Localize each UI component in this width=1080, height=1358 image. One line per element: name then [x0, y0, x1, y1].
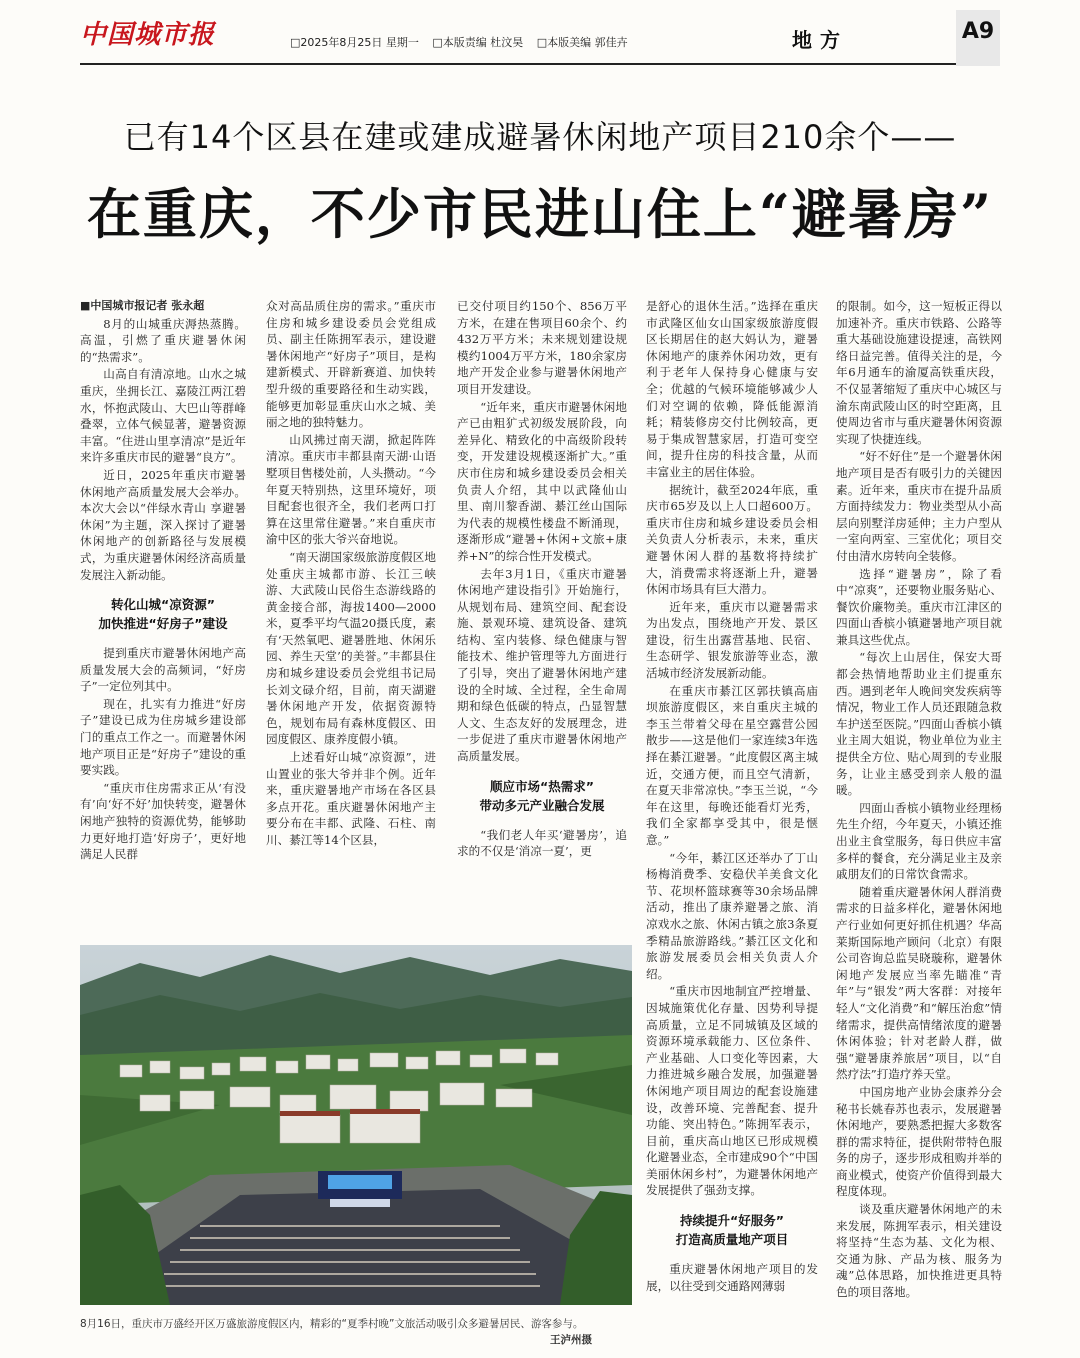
article-column-5 — [836, 298, 1002, 1350]
article-column-1 — [80, 298, 246, 943]
paragraph: 山风拂过南天湖，掀起阵阵清凉。重庆市丰都县南天湖·山语墅项目售楼处前，人头攒动。“今年夏天特别热，这里环境好，项目配套也很齐全，我们老两口打算在这里常住避暑。”来自重庆市渝中区的张大爷兴奋地说。 — [266, 432, 436, 547]
paragraph: 去年3月1日，《重庆市避暑休闲地产建设指引》开始施行，从规划布局、建筑空间、配套设施、景观环境、建筑设备、建筑结构、室内装修、绿色健康与智能技术、维护管理等九方面进行了引导，突出了避暑休闲地产建设的全时域、全过程，全生命周期和绿色低碳的特点，凸显智慧人文、生态友好的发展理念，进一步促进了重庆市避暑休闲地产高质量发展。 — [457, 566, 627, 764]
paragraph: “重庆市住房需求正从‘有没有’向‘好不好’加快转变，避暑休闲地产独特的资源优势，能够助力更好地打造‘好房子’，更好地满足人民群 — [80, 780, 246, 862]
paragraph: 的限制。如今，这一短板正得以加速补齐。重庆市铁路、公路等重大基础设施建设提速，高铁网络日益完善。值得关注的是，今年6月通车的渝厦高铁重庆段，不仅显著缩短了重庆中心城区与渝东南武陵山区的时空距离，且使周边省市与重庆避暑休闲资源实现了快捷连线。 — [836, 299, 1002, 446]
paragraph: 谈及重庆避暑休闲地产的未来发展，陈拥军表示，相关建设将坚持“生态为基、文化为根、交通为脉、产品为核、服务为魂”总体思路，加快推进更具特色的项目落地。 — [836, 1202, 1002, 1300]
main-headline: 在重庆，不少市民进山住上“避暑房” — [86, 182, 994, 246]
subheading-line: 顺应市场“热需求” — [490, 778, 594, 794]
paragraph: 上述看好山城“凉资源”，进山置业的张大爷并非个例。近年来，重庆避暑地产市场在各区县多点开花。重庆避暑休闲地产主要分布在丰都、武隆、石柱、南川、綦江等14个区县， — [266, 750, 436, 847]
aerial-resort-photo — [80, 945, 632, 1305]
paragraph: 8月的山城重庆溽热蒸腾。高温，引燃了重庆避暑休闲的“热需求”。 — [80, 316, 246, 364]
paragraph: 中国房地产业协会康养分会秘书长姚春苏也表示，发展避暑休闲地产，要熟悉把握大多数客群的需求特征，提供附带特色服务的房子，逐步形成租购并举的商业模式，使资产价值得到最大程度体现。 — [836, 1084, 1002, 1199]
paragraph: 重庆避暑休闲地产项目的发展，以往受到交通路网薄弱 — [646, 1262, 818, 1293]
byline: ■中国城市报记者 张永超 — [80, 299, 205, 312]
subheading-line: 持续提升“好服务” — [680, 1213, 784, 1229]
paragraph: “重庆市因地制宜严控增量、因城施策优化存量、因势利导提高质量，立足不同城镇及区域的资源环境承载能力、区位条件、产业基础、人口变化等因素，大力推进城乡融合发展，加强避暑休闲地产项目周边的配套设施建设，改善环境、完善配套、提升功能、突出特色。”陈拥军表示，目前，重庆高山地区已形成规模化避暑业态，全市建成90个“中国美丽休闲乡村”，为避暑休闲地产发展提供了强劲支撑。 — [646, 984, 818, 1198]
paragraph: 现在，扎实有力推进“好房子”建设已成为住房城乡建设部门的重点工作之一。而避暑休闲地产项目正是“好房子”建设的重要实践。 — [80, 696, 246, 778]
paragraph: 随着重庆避暑休闲人群消费需求的日益多样化，避暑休闲地产行业如何更好抓住机遇？华高莱斯国际地产顾问（北京）有限公司咨询总监吴晓璇称，避暑休闲地产发展应当率先瞄准“青年”与“银发”两大客群：对接年轻人“文化消费”和“解压治愈”情绪需求，提供高情绪浓度的避暑休闲体验；针对老龄人群，做强“避暑康养旅居”项目，以“自然疗法”打造疗养天堂。 — [836, 884, 1002, 1082]
section-name: 地方 — [792, 28, 848, 52]
subheading — [457, 777, 627, 815]
issue-date: □2025年8月25日 星期一 — [290, 36, 419, 49]
paragraph: “近年来，重庆市避暑休闲地产已由粗犷式初级发展阶段，向差异化、精致化的中高级阶段转变，开发建设规模逐渐扩大。”重庆市住房和城乡建设委员会相关负责人介绍，其中以武隆仙山里、南川黎香湖、綦江丝山国际为代表的规模性楼盘不断涌现，逐渐形成“避暑+休闲+文旅+康养+N”的综合性开发模式。 — [457, 399, 627, 563]
paragraph: 近日，2025年重庆市避暑休闲地产高质量发展大会举办。本次大会以“伴绿水青山 享避暑休闲”为主题，深入探讨了避暑休闲地产的创新路径与发展模式，为重庆避暑休闲经济高质量发展注入新动能。 — [80, 467, 246, 582]
subheading-line: 加快推进“好房子”建设 — [98, 616, 228, 632]
paragraph: 提到重庆市避暑休闲地产高质量发展大会的高频词，“好房子”一定位列其中。 — [80, 646, 246, 694]
paragraph: 据统计，截至2024年底，重庆市65岁及以上人口超600万。重庆市住房和城乡建设委员会相关负责人分析表示，未来，重庆避暑休闲人群的基数将持续扩大，消费需求将逐渐上升，避暑休闲市场具有巨大潜力。 — [646, 482, 818, 597]
paragraph: “南天湖国家级旅游度假区地处重庆主城都市游、长江三峡游、大武陵山民俗生态游线路的黄金接合部，海拔1400—2000米，夏季平均气温20摄氏度，素有‘天然氧吧、避暑胜地、休闲乐园、养生天堂’的美誉。”丰都县住房和城乡建设委员会党组书记局长刘文碌介绍，目前，南天湖避暑休闲地产开发，依据资源特色，规划布局有森林度假区、田园度假区、康养度假小镇。 — [266, 549, 436, 747]
page-designer: □本版美编 郭佳卉 — [536, 36, 628, 49]
page-number: A9 — [956, 10, 1000, 66]
paragraph: 山高自有清凉地。山水之城重庆，坐拥长江、嘉陵江两江碧水，怀抱武陵山、大巴山等群峰叠翠，立体气候显著，避暑资源丰富。“住进山里享清凉”是近年来许多重庆市民的避暑“良方”。 — [80, 367, 246, 465]
newspaper-logo: 中国城市报 — [80, 20, 216, 50]
photo-caption — [80, 1316, 632, 1346]
subheading-line: 转化山城“凉资源” — [111, 597, 215, 613]
paragraph: 在重庆市綦江区郭扶镇高庙坝旅游度假区，来自重庆主城的李玉兰带着父母在星空露营公园散步——这是他们一家连续3年选择在綦江避暑。“此度假区离主城近，交通方便，而且空气清新，在夏天非常凉快。”李玉兰说，“今年在这里，每晚还能看灯光秀，我们全家都享受其中，很是惬意。” — [646, 683, 818, 847]
page-editor: □本版责编 杜汶昊 — [432, 36, 524, 49]
subheading-line: 打造高质量地产项目 — [675, 1232, 789, 1248]
subheading — [646, 1211, 818, 1249]
paragraph: 近年来，重庆市以避暑需求为出发点，围绕地产开发、景区建设，衍生出露营基地、民宿、生态研学、银发旅游等业态，激活城市经济发展新动能。 — [646, 599, 818, 681]
article-column-2 — [266, 298, 436, 943]
masthead-rule — [80, 63, 956, 65]
paragraph: 众对高品质住房的需求。”重庆市住房和城乡建设委员会党组成员、副主任陈拥军表示，建设避暑休闲地产“好房子”项目，是构建新模式、开辟新赛道、加快转型升级的重要路径和生动实践，能够更加彰显重庆山水之城、美丽之地的独特魅力。 — [266, 299, 436, 430]
masthead — [80, 14, 1000, 62]
paragraph: 四面山香槟小镇物业经理杨先生介绍，今年夏天，小镇还推出业主食堂服务，每日供应丰富多样的餐食，充分满足业主及亲戚朋友们的日常饮食需求。 — [836, 800, 1002, 882]
caption-text: 8月16日，重庆市万盛经开区万盛旅游度假区内，精彩的“夏季村晚”文旅活动吸引众多避暑居民、游客参与。 — [80, 1318, 584, 1330]
kicker-headline: 已有14个区县在建或建成避暑休闲地产项目210余个—— — [123, 118, 957, 156]
paragraph: “每次上山居住，保安大哥都会热情地帮助业主们提重东西。遇到老年人晚间突发疾病等情况，物业工作人员还跟随急救车护送至医院。”四面山香槟小镇业主周大姐说，物业单位为业主提供全方位、贴心周到的专业服务，让业主感受到亲人般的温暖。 — [836, 650, 1002, 798]
subheading-line: 带动多元产业融合发展 — [479, 797, 605, 813]
issue-meta — [290, 34, 638, 50]
article-column-4 — [646, 298, 818, 1350]
paragraph: 已交付项目约150个、856万平方米，在建在售项目60余个、约432万平方米；未来规划建设规模约1004万平方米，180余家房地产开发企业参与避暑休闲地产项目开发建设。 — [457, 299, 627, 396]
paragraph: 选择“避暑房”，除了看中“凉爽”，还要物业服务贴心、餐饮价廉物美。重庆市江津区的四面山香槟小镇避暑地产项目就兼具这些优点。 — [836, 566, 1002, 647]
news-photo — [80, 945, 632, 1305]
paragraph: “我们老人年买‘避暑房’，追求的不仅是‘消凉一夏’，更 — [457, 827, 627, 859]
photo-credit: 王泸州摄 — [550, 1334, 592, 1346]
paragraph: “今年，綦江区还举办了丁山杨梅消费季、安稳伏羊美食文化节、花坝杯篮球赛等30余场品牌活动，推出了康养避暑之旅、消凉戏水之旅、休闲古镇之旅3条夏季精品旅游路线。”綦江区文化和旅游发展委员会相关负责人介绍。 — [646, 850, 818, 981]
paragraph: 是舒心的退休生活。”选择在重庆市武隆区仙女山国家级旅游度假区长期居住的赵大妈认为，避暑休闲地产的康养休闲功效，更有利于老年人保持身心健康与安全；优越的气候环境能够减少人们对空调的依赖，降低能源消耗；精装修房交付比例较高，更易于集成智慧家居，打造可变空间，提升住房的科技含量，从而丰富业主的居住体验。 — [646, 299, 818, 479]
paragraph: “好不好住”是一个避暑休闲地产项目是否有吸引力的关键因素。近年来，重庆市在提升品质方面持续发力：物业类型从小高层向别墅洋房延伸；主力户型从一室向两室、三室优化；项目交付由清水房转向全装修。 — [836, 449, 1002, 563]
subheading — [80, 595, 246, 633]
article-column-3 — [457, 298, 627, 943]
